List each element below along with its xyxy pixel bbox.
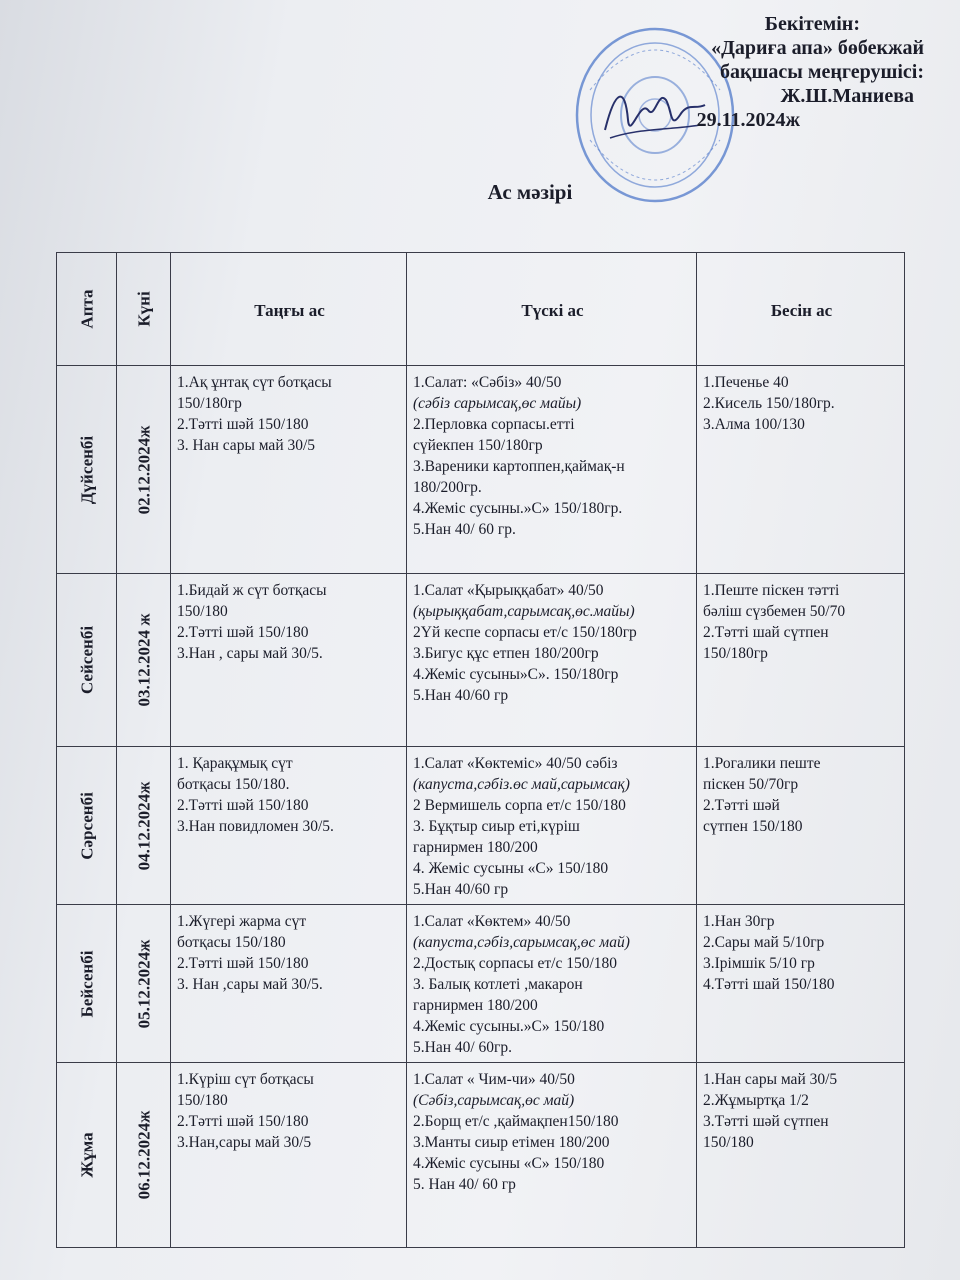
snack-item: сүтпен 150/180 xyxy=(703,818,803,835)
document-title: Ас мәзірі xyxy=(487,180,573,204)
header-week: Апта xyxy=(57,253,117,366)
header-row xyxy=(57,253,905,366)
date-cell: 03.12.2024 ж xyxy=(117,574,171,747)
snack-item: бәліш сүзбемен 50/70 xyxy=(703,603,846,620)
snack-item: 1.Нан сары май 30/5 xyxy=(703,1071,838,1088)
lunch-item: (капуста,сәбіз,сарымсақ,өс май) xyxy=(413,934,630,951)
breakfast-item: ботқасы 150/180. xyxy=(177,776,290,793)
approval-block xyxy=(640,12,940,132)
header-day: Күні xyxy=(117,253,171,366)
lunch-item: 2.Достық сорпасы ет/с 150/180 xyxy=(413,955,618,972)
lunch-item: 4.Жеміс сусыны.»С» 150/180гр. xyxy=(413,500,623,517)
lunch-item: 4.Жеміс сусыны.»С» 150/180 xyxy=(413,1018,605,1035)
date-cell: 05.12.2024ж xyxy=(117,905,171,1063)
weekday-cell: Сәрсенбі xyxy=(57,747,117,905)
weekday-cell: Жұма xyxy=(57,1063,117,1248)
lunch-item: гарнирмен 180/200 xyxy=(413,839,538,856)
lunch-item: (қырыққабат,сарымсақ,өс.майы) xyxy=(413,603,635,620)
lunch-cell xyxy=(407,1063,697,1248)
breakfast-cell xyxy=(171,747,407,905)
lunch-item: 4.Жеміс сусыны»С». 150/180гр xyxy=(413,666,619,683)
lunch-item: 3. Балық котлеті ,макарон xyxy=(413,976,583,993)
lunch-item: 3.Бигус құс етпен 180/200гр xyxy=(413,645,599,662)
breakfast-item: 3. Нан ,сары май 30/5. xyxy=(177,976,323,993)
table-row xyxy=(57,1063,905,1248)
lunch-cell xyxy=(407,905,697,1063)
lunch-item: 1.Салат « Чим-чи» 40/50 xyxy=(413,1071,575,1088)
lunch-item: 180/200гр. xyxy=(413,479,482,496)
lunch-cell xyxy=(407,574,697,747)
snack-item: 3.Тәтті шәй сүтпен xyxy=(703,1113,829,1130)
weekday-cell: Дүйсенбі xyxy=(57,366,117,574)
lunch-item: 2 Вермишель сорпа ет/с 150/180 xyxy=(413,797,626,814)
snack-cell xyxy=(697,905,905,1063)
breakfast-cell xyxy=(171,905,407,1063)
menu-table xyxy=(56,252,905,1248)
table-row xyxy=(57,747,905,905)
breakfast-cell xyxy=(171,1063,407,1248)
lunch-item: 1.Салат «Қырыққабат» 40/50 xyxy=(413,582,604,599)
lunch-item: 2.Перловка сорпасы.етті xyxy=(413,416,575,433)
snack-item: 1.Пеште піскен тәтті xyxy=(703,582,840,599)
snack-item: 4.Тәтті шай 150/180 xyxy=(703,976,835,993)
lunch-item: 1.Салат «Көктем» 40/50 xyxy=(413,913,571,930)
lunch-item: 4. Жеміс сусыны «С» 150/180 xyxy=(413,860,609,877)
lunch-item: 3. Бұқтыр сиыр еті,күріш xyxy=(413,818,580,835)
lunch-item: 1.Салат «Көктеміс» 40/50 сәбіз xyxy=(413,755,618,772)
breakfast-item: 2.Тәтті шәй 150/180 xyxy=(177,797,309,814)
snack-item: 2.Тәтті шәй xyxy=(703,797,780,814)
snack-item: піскен 50/70гр xyxy=(703,776,799,793)
snack-item: 2.Жұмыртқа 1/2 xyxy=(703,1092,809,1109)
weekday-cell: Бейсенбі xyxy=(57,905,117,1063)
date-cell: 06.12.2024ж xyxy=(117,1063,171,1248)
breakfast-item: 2.Тәтті шәй 150/180 xyxy=(177,416,309,433)
approval-name: Ж.Ш.Маниева xyxy=(780,85,914,107)
snack-item: 2.Кисель 150/180гр. xyxy=(703,395,835,412)
header-breakfast: Таңғы ас xyxy=(171,253,407,366)
breakfast-cell xyxy=(171,574,407,747)
snack-item: 3.Ірімшік 5/10 гр xyxy=(703,955,815,972)
snack-cell xyxy=(697,366,905,574)
breakfast-item: 3.Нан повидломен 30/5. xyxy=(177,818,334,835)
lunch-item: (Сәбіз,сарымсақ,өс май) xyxy=(413,1092,575,1109)
breakfast-item: 2.Тәтті шәй 150/180 xyxy=(177,1113,309,1130)
snack-item: 2.Тәтті шай сүтпен xyxy=(703,624,829,641)
snack-item: 3.Алма 100/130 xyxy=(703,416,805,433)
approval-title: Бекітемін: xyxy=(764,13,860,35)
lunch-item: гарнирмен 180/200 xyxy=(413,997,538,1014)
lunch-item: 4.Жеміс сусыны «С» 150/180 xyxy=(413,1155,605,1172)
breakfast-item: 2.Тәтті шәй 150/180 xyxy=(177,624,309,641)
lunch-item: 5. Нан 40/ 60 гр xyxy=(413,1176,516,1193)
lunch-item: 5.Нан 40/ 60 гр. xyxy=(413,521,516,538)
lunch-item: 5.Нан 40/ 60гр. xyxy=(413,1039,513,1056)
breakfast-cell xyxy=(171,366,407,574)
lunch-cell xyxy=(407,747,697,905)
breakfast-item: 3. Нан сары май 30/5 xyxy=(177,437,316,454)
lunch-item: 1.Салат: «Сәбіз» 40/50 xyxy=(413,374,562,391)
snack-item: 150/180гр xyxy=(703,645,768,662)
header-lunch: Түскі ас xyxy=(407,253,697,366)
approval-org-line1: «Дариға апа» бөбекжай xyxy=(711,37,924,59)
lunch-item: сүйекпен 150/180гр xyxy=(413,437,543,454)
breakfast-item: 150/180гр xyxy=(177,395,242,412)
snack-item: 1.Рогалики пеште xyxy=(703,755,821,772)
snack-cell xyxy=(697,574,905,747)
breakfast-item: 1. Қарақұмық сүт xyxy=(177,755,293,772)
weekday-cell: Сейсенбі xyxy=(57,574,117,747)
breakfast-item: 3.Нан,сары май 30/5 xyxy=(177,1134,312,1151)
table-row xyxy=(57,905,905,1063)
snack-cell xyxy=(697,747,905,905)
breakfast-item: ботқасы 150/180 xyxy=(177,934,286,951)
breakfast-item: 1.Жүгері жарма сүт xyxy=(177,913,307,930)
snack-item: 2.Сары май 5/10гр xyxy=(703,934,825,951)
lunch-item: 2Үй кеспе сорпасы ет/с 150/180гр xyxy=(413,624,637,641)
lunch-item: (капуста,сәбіз.өс май,сарымсақ) xyxy=(413,776,630,793)
snack-item: 1.Печенье 40 xyxy=(703,374,789,391)
table-row xyxy=(57,574,905,747)
snack-cell xyxy=(697,1063,905,1248)
breakfast-item: 150/180 xyxy=(177,1092,228,1109)
date-cell: 04.12.2024ж xyxy=(117,747,171,905)
breakfast-item: 150/180 xyxy=(177,603,228,620)
lunch-item: 5.Нан 40/60 гр xyxy=(413,687,509,704)
lunch-item: 2.Борщ ет/с ,қаймақпен150/180 xyxy=(413,1113,619,1130)
lunch-item: 5.Нан 40/60 гр xyxy=(413,881,509,898)
snack-item: 150/180 xyxy=(703,1134,754,1151)
snack-item: 1.Нан 30гр xyxy=(703,913,775,930)
lunch-item: 3.Манты сиыр етімен 180/200 xyxy=(413,1134,610,1151)
lunch-item: (сәбіз сарымсақ,өс майы) xyxy=(413,395,582,412)
approval-org-line2: бақшасы меңгерушісі: xyxy=(719,61,924,83)
lunch-item: 3.Вареники картоппен,қаймақ-н xyxy=(413,458,625,475)
breakfast-item: 1.Бидай ж сүт ботқасы xyxy=(177,582,327,599)
approval-date: 29.11.2024ж xyxy=(696,109,800,131)
breakfast-item: 2.Тәтті шәй 150/180 xyxy=(177,955,309,972)
header-snack: Бесін ас xyxy=(697,253,905,366)
lunch-cell xyxy=(407,366,697,574)
breakfast-item: 1.Ақ ұнтақ сүт ботқасы xyxy=(177,374,332,391)
table-row xyxy=(57,366,905,574)
breakfast-item: 3.Нан , сары май 30/5. xyxy=(177,645,323,662)
date-cell: 02.12.2024ж xyxy=(117,366,171,574)
breakfast-item: 1.Күріш сүт ботқасы xyxy=(177,1071,314,1088)
